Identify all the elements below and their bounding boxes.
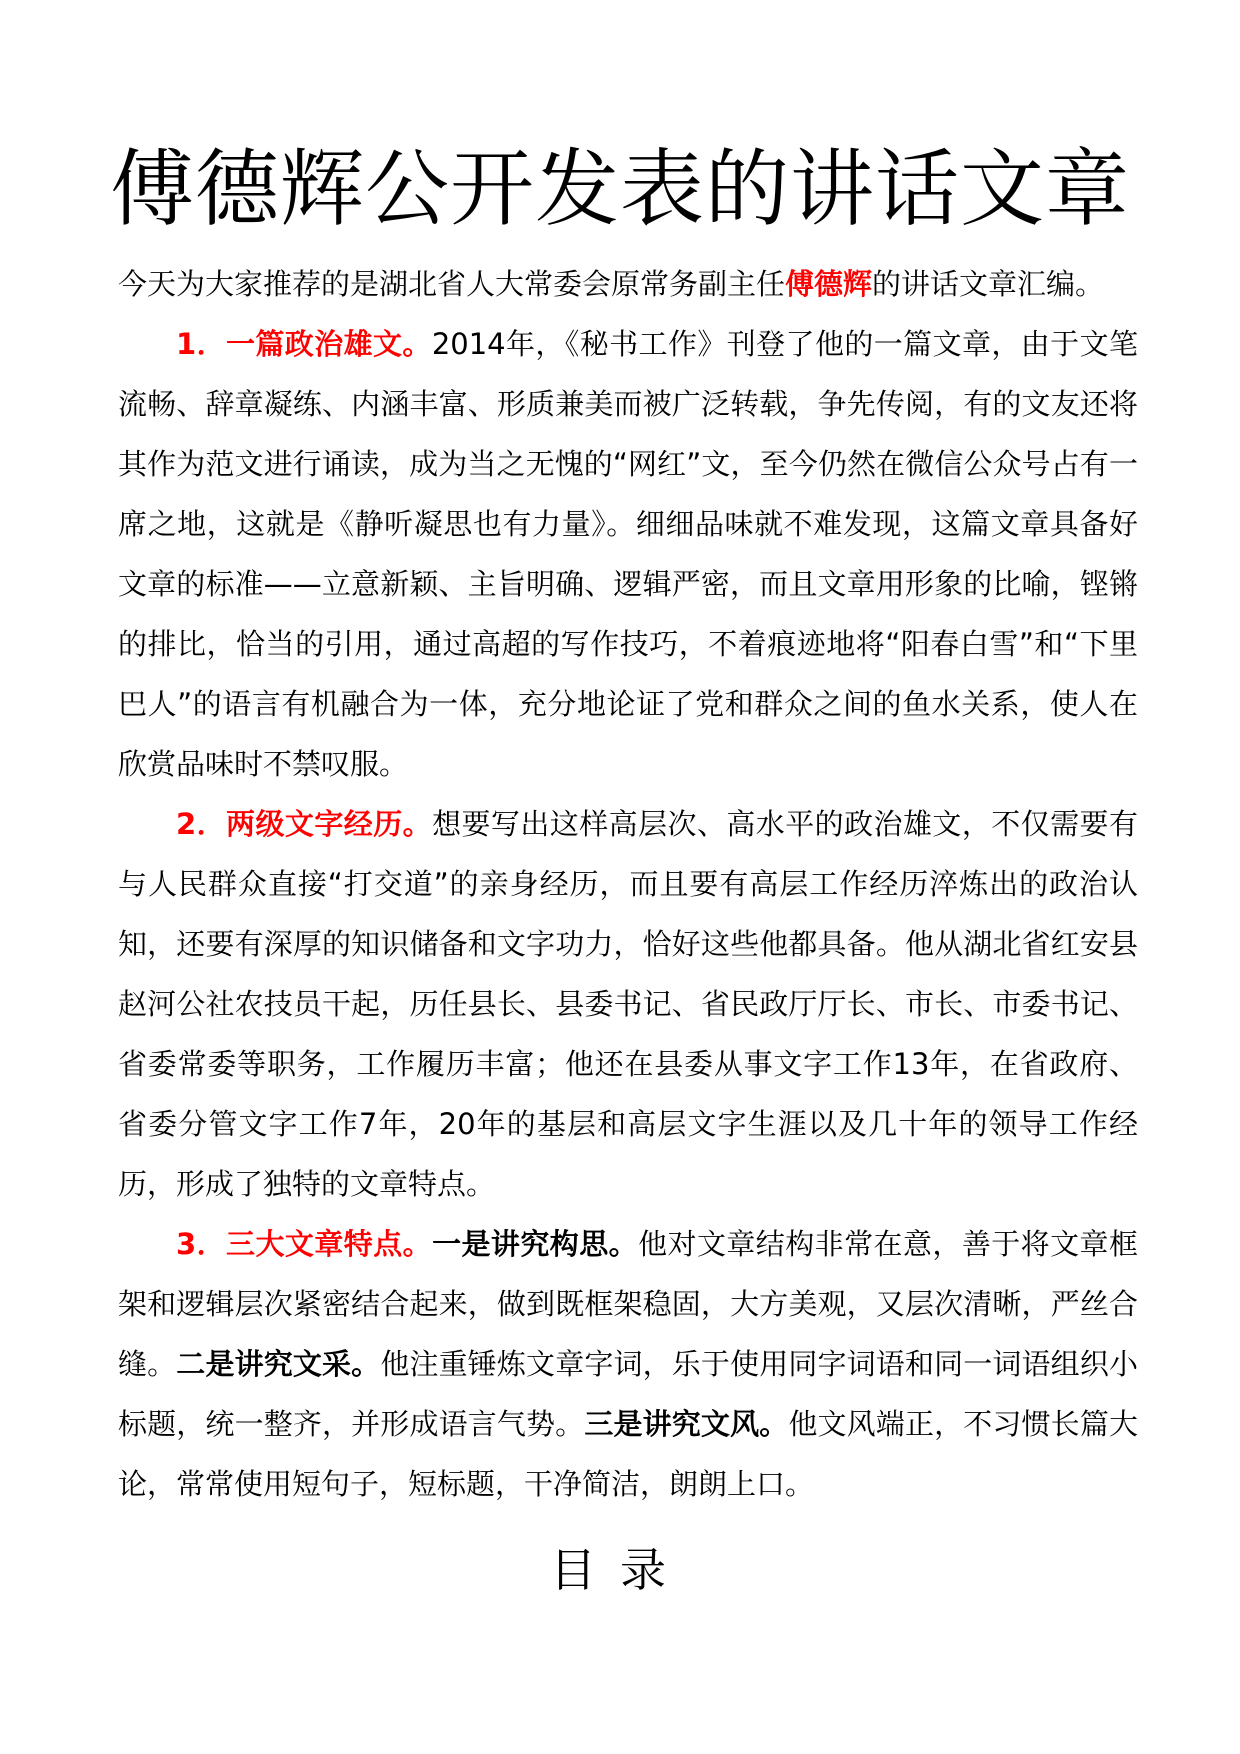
section-3-point-1-text: 他对文章结构非常在意，善于将文章框架和逻辑层次紧密结合起来，做到既框架稳固，大方美观，又层次清晰，严丝合缝。 xyxy=(118,1227,1138,1381)
section-1-paragraph xyxy=(118,314,1138,794)
section-2-heading: 2．两级文字经历。 xyxy=(176,807,433,841)
document-title: 傅德辉公开发表的讲话文章 xyxy=(109,140,1130,238)
section-3-paragraph xyxy=(118,1214,1138,1514)
intro-paragraph xyxy=(118,254,1138,314)
section-3-point-2-text: 他注重锤炼文章字词，乐于使用同字词语和同一词语组织小标题，统一整齐，并形成语言气势。 xyxy=(118,1347,1138,1441)
table-of-contents-heading: 目录 xyxy=(550,1543,690,1597)
intro-highlighted-name: 傅德辉 xyxy=(785,267,873,301)
section-3-point-3-text: 他文风端正，不习惯长篇大论，常常使用短句子，短标题，干净简洁，朗朗上口。 xyxy=(118,1407,1138,1501)
section-1-heading: 1．一篇政治雄文。 xyxy=(176,327,432,361)
intro-text-after: 的讲话文章汇编。 xyxy=(872,267,1105,301)
section-2-text: 想要写出这样高层次、高水平的政治雄文，不仅需要有与人民群众直接“打交道”的亲身经历，而且要有高层工作经历淬炼出的政治认知，还要有深厚的知识储备和文字功力，恰好这些他都具备。他从湖北省红安县赵河公社农技员干起，历任县长、县委书记、省民政厅厅长、市长、市委书记、省委常委等职务，工作履历丰富；他还在县委从事文字工作13年，在省政府、省委分管文字工作7年，20年的基层和高层文字生涯以及几十年的领导工作经历，形成了独特的文章特点。 xyxy=(118,807,1138,1201)
section-3-point-1-label: 一是讲究构思。 xyxy=(432,1227,639,1261)
intro-text-before: 今天为大家推荐的是湖北省人大常委会原常务副主任 xyxy=(118,267,786,301)
document-body xyxy=(118,254,1138,1514)
section-2-paragraph xyxy=(118,794,1138,1214)
section-3-heading: 3．三大文章特点。 xyxy=(176,1227,433,1261)
section-3-point-2-label: 二是讲究文采。 xyxy=(176,1347,381,1381)
section-1-text: 2014年，《秘书工作》刊登了他的一篇文章，由于文笔流畅、辞章凝练、内涵丰富、形质兼美而被广泛转载，争先传阅，有的文友还将其作为范文进行诵读，成为当之无愧的“网红”文，至今仍然在微信公众号占有一席之地，这就是《静听凝思也有力量》。细细品味就不难发现，这篇文章具备好文章的标准——立意新颖、主旨明确、逻辑严密，而且文章用形象的比喻，铿锵的排比，恰当的引用，通过高超的写作技巧，不着痕迹地将“阳春白雪”和“下里巴人”的语言有机融合为一体，充分地论证了党和群众之间的鱼水关系，使人在欣赏品味时不禁叹服。 xyxy=(118,327,1138,781)
section-3-point-3-label: 三是讲究文风。 xyxy=(584,1407,789,1441)
